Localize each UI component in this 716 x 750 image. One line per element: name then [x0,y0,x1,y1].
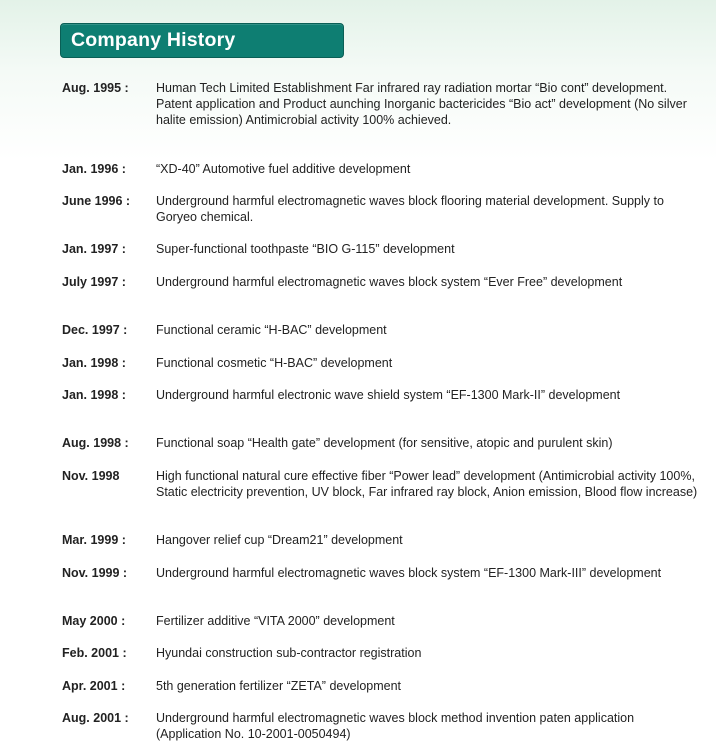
history-description: Functional ceramic “H-BAC” development [156,323,387,337]
history-entry [62,193,702,225]
history-date: Feb. 2001 : [62,646,127,660]
history-description: Super-functional toothpaste “BIO G-115” development [156,242,455,256]
history-date: Dec. 1997 : [62,323,128,337]
history-entry [62,710,702,742]
history-entry [62,532,702,548]
history-entry [62,355,702,371]
history-description: Underground harmful electronic wave shield system “EF-1300 Mark-II” development [156,388,621,402]
history-entry [62,274,702,290]
history-date: Jan. 1996 : [62,162,126,176]
history-entry [62,387,702,403]
history-entry [62,80,702,128]
history-date: Aug. 1998 : [62,436,129,450]
history-description: Fertilizer additive “VITA 2000” development [156,614,395,628]
history-entry [62,241,702,257]
history-description: Functional soap “Health gate” development (for sensitive, atopic and purulent skin) [156,436,613,450]
history-date: June 1996 : [62,194,131,208]
history-entry [62,435,702,451]
history-description: Hyundai construction sub-contractor registration [156,646,422,660]
history-entry [62,161,702,177]
history-description: Functional cosmetic “H-BAC” development [156,356,393,370]
history-date: Mar. 1999 : [62,533,126,547]
history-entry [62,565,702,581]
page-title: Company History [71,29,236,51]
history-date: Jan. 1997 : [62,242,126,256]
history-entry [62,613,702,629]
history-description: Human Tech Limited Establishment Far infrared ray radiation mortar “Bio cont” development. Patent application and Product aunching Inorganic bactericides “Bio act” development (No silver halite emission) Antimicrobial activity 100% achieved. [156,81,687,127]
history-date: July 1997 : [62,275,126,289]
history-description: Underground harmful electromagnetic waves block system “Ever Free” development [156,275,623,289]
history-description: 5th generation fertilizer “ZETA” development [156,679,402,693]
history-date: Nov. 1998 [62,469,120,483]
history-date: Jan. 1998 : [62,356,126,370]
history-date: Jan. 1998 : [62,388,126,402]
history-date: May 2000 : [62,614,126,628]
history-date: Apr. 2001 : [62,679,126,693]
history-date: Aug. 2001 : [62,711,129,725]
history-entry [62,645,702,661]
history-date: Nov. 1999 : [62,566,128,580]
page-title-banner [60,23,344,58]
history-date: Aug. 1995 : [62,81,129,95]
history-entry [62,322,702,338]
history-entry [62,468,702,500]
history-description: Underground harmful electromagnetic waves block system “EF-1300 Mark-III” development [156,566,662,580]
history-description: High functional natural cure effective fiber “Power lead” development (Antimicrobial activity 100%, Static electricity prevention, UV block, Far infrared ray block, Anion emission, Blood flow increase) [156,469,698,499]
history-description: Underground harmful electromagnetic waves block flooring material development. Supply to Goryeo chemical. [156,194,664,224]
history-entry [62,678,702,694]
history-description: Underground harmful electromagnetic waves block method invention paten application (Application No. 10-2001-0050494) [156,711,635,741]
history-description: Hangover relief cup “Dream21” development [156,533,403,547]
history-description: “XD-40” Automotive fuel additive development [156,162,411,176]
